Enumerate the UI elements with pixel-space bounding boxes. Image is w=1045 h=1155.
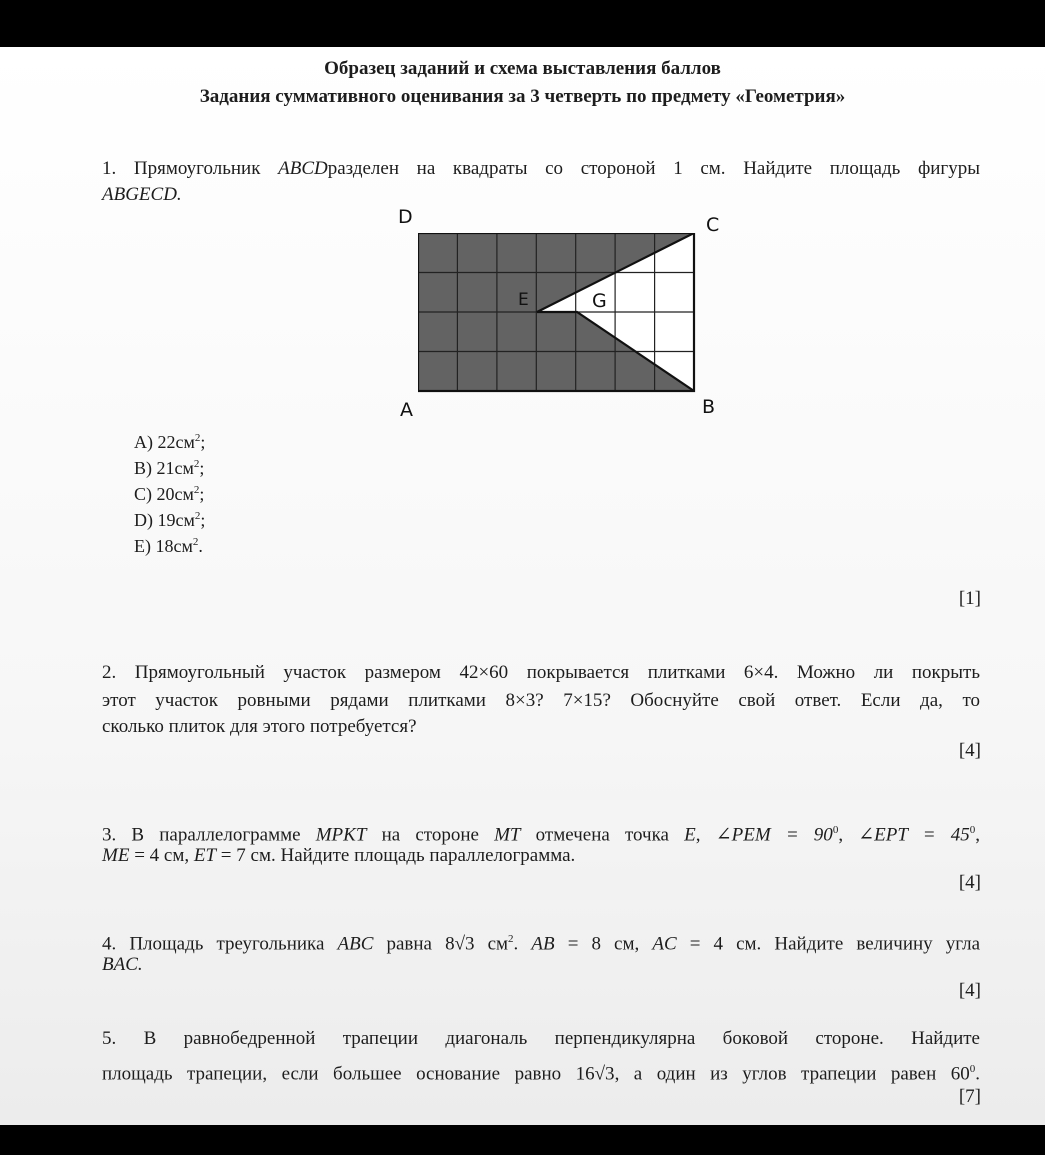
option-d: D) $19см^2$; bbox=[134, 510, 206, 530]
label-a: A bbox=[400, 399, 413, 421]
task1-text: 1. Прямоугольник ABCDразделен на квадраты со стороной 1 см. Найдите площадь фигуры bbox=[102, 158, 980, 179]
option-a: A) $22см^2$; bbox=[134, 432, 206, 452]
title-line-1: Образец заданий и схема выставления баллов bbox=[324, 58, 721, 79]
label-d: D bbox=[398, 206, 413, 228]
task4-score: [4] bbox=[958, 980, 981, 1001]
option-b: B) $21см^2$; bbox=[134, 458, 205, 478]
task3-line-2: ME = 4 см, ET = 7 см. Найдите площадь параллелограмма. bbox=[102, 845, 576, 866]
option-e: E) $18см^2$. bbox=[134, 536, 203, 556]
task3-line-1: 3. В параллелограмме MPKT на стороне MT отмечена точка E, ∠PEM = $90^0$, ∠EPT = $45^0$, bbox=[102, 824, 980, 846]
task4-line-2: BAC. bbox=[102, 954, 143, 975]
task5-score: [7] bbox=[958, 1086, 981, 1107]
task4-line-1: 4. Площадь треугольника ABC равна 8√3 $см^2$. AB = 8 см, AC = 4 см. Найдите величину угла bbox=[102, 933, 981, 955]
task2-line-3: сколько плиток для этого потребуется? bbox=[102, 716, 417, 737]
task2-line-2: этот участок ровными рядами плитками 8×3? 7×15? Обоснуйте свой ответ. Если да, то bbox=[102, 690, 981, 711]
document-page bbox=[0, 47, 1045, 1125]
label-c: C bbox=[706, 214, 720, 236]
task2-score: [4] bbox=[958, 740, 981, 761]
label-e: E bbox=[518, 290, 529, 310]
task5-line-1: 5. В равнобедренной трапеции диагональ перпендикулярна боковой стороне. Найдите bbox=[102, 1028, 980, 1049]
label-b: B bbox=[702, 396, 716, 418]
title-line-2: Задания суммативного оценивания за 3 четверть по предмету «Геометрия» bbox=[199, 86, 846, 107]
task1-grid-figure bbox=[418, 233, 698, 395]
task2-line-1: 2. Прямоугольный участок размером 42×60 покрывается плитками 6×4. Можно ли покрыть bbox=[102, 662, 981, 683]
task1-figure-name: ABGECD. bbox=[102, 184, 182, 205]
task5-line-2: площадь трапеции, если большее основание равно 16√3, а один из углов трапеции равен $60^0$. bbox=[102, 1063, 980, 1085]
option-c: C) $20см^2$; bbox=[134, 484, 205, 504]
label-g: G bbox=[592, 290, 607, 312]
task1-score: [1] bbox=[958, 588, 981, 609]
task3-score: [4] bbox=[958, 872, 981, 893]
